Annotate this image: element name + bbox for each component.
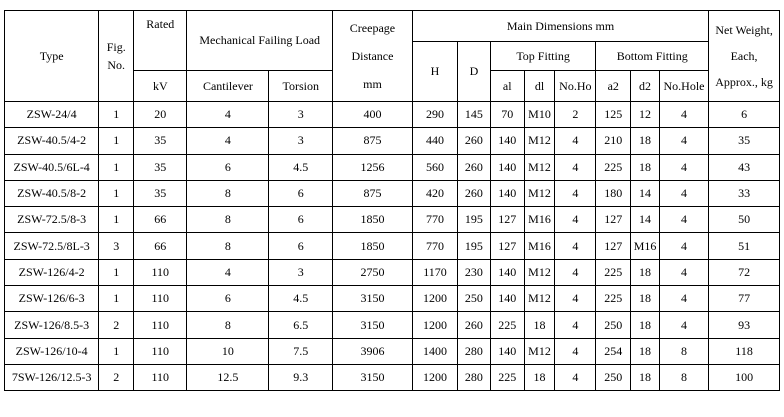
cell-a2: 254 [596,338,631,364]
cell-type: ZSW-40.5/4-2 [5,128,99,154]
cell-type: ZSW-72.5/8-3 [5,207,99,233]
cell-torsion: 6 [269,180,333,206]
cell-d: 145 [458,102,491,128]
cell-cantilever: 6 [187,286,269,312]
cell-creepage: 875 [332,128,412,154]
header-torsion: Torsion [269,71,333,102]
cell-d2: 18 [631,259,660,285]
cell-net-weight: 6 [709,102,780,128]
table-row [5,128,780,154]
table-row [5,286,780,312]
cell-net-weight: 50 [709,207,780,233]
cell-h: 770 [412,233,457,259]
cell-no-ho: 4 [555,180,596,206]
header-no-hole: No.Hole [659,71,708,102]
cell-cantilever: 10 [187,338,269,364]
cell-fig-no: 1 [99,259,134,285]
header-a1: al [490,71,524,102]
cell-rated-kv: 66 [134,233,187,259]
cell-d: 260 [458,312,491,338]
header-creepage-line1: Creepage [349,21,396,35]
cell-no-hole: 8 [659,364,708,390]
cell-type: ZSW-72.5/8L-3 [5,233,99,259]
cell-net-weight: 51 [709,233,780,259]
cell-creepage: 400 [332,102,412,128]
cell-d1: M16 [524,233,555,259]
header-fig-line1: Fig. [106,40,126,54]
cell-no-hole: 4 [659,154,708,180]
cell-net-weight: 77 [709,286,780,312]
cell-h: 420 [412,180,457,206]
cell-a1: 70 [490,102,524,128]
cell-d1: M12 [524,259,555,285]
cell-no-ho: 4 [555,128,596,154]
cell-creepage: 1850 [332,207,412,233]
cell-h: 1400 [412,338,457,364]
cell-rated-kv: 20 [134,102,187,128]
cell-d: 195 [458,233,491,259]
cell-a2: 225 [596,286,631,312]
table-body [5,11,780,391]
cell-no-hole: 4 [659,259,708,285]
cell-rated-kv: 35 [134,154,187,180]
cell-a1: 225 [490,312,524,338]
table-row [5,312,780,338]
header-net-weight-line2: Each, [730,49,758,63]
table-row [5,154,780,180]
cell-no-ho: 4 [555,338,596,364]
cell-a2: 127 [596,207,631,233]
cell-h: 1200 [412,364,457,390]
cell-net-weight: 100 [709,364,780,390]
cell-fig-no: 1 [99,102,134,128]
dimensions-table [4,10,780,391]
header-main-dimensions: Main Dimensions mm [412,11,708,42]
cell-torsion: 7.5 [269,338,333,364]
table-row [5,207,780,233]
cell-torsion: 6 [269,233,333,259]
cell-d1: M12 [524,154,555,180]
cell-no-ho: 4 [555,233,596,259]
header-bottom-fitting: Bottom Fitting [596,42,709,71]
header-net-weight-line1: Net Weight, [715,23,773,37]
cell-no-hole: 4 [659,312,708,338]
cell-fig-no: 1 [99,338,134,364]
cell-fig-no: 1 [99,286,134,312]
header-d1: dl [524,71,555,102]
cell-cantilever: 8 [187,207,269,233]
cell-no-ho: 4 [555,259,596,285]
cell-a2: 127 [596,233,631,259]
cell-no-hole: 4 [659,286,708,312]
cell-no-hole: 4 [659,233,708,259]
cell-net-weight: 72 [709,259,780,285]
cell-net-weight: 93 [709,312,780,338]
cell-type: ZSW-126/4-2 [5,259,99,285]
header-mechanical-failing-load: Mechanical Failing Load [187,11,333,71]
cell-no-hole: 4 [659,128,708,154]
cell-fig-no: 2 [99,364,134,390]
cell-creepage: 3906 [332,338,412,364]
cell-d2: 18 [631,154,660,180]
cell-d2: 18 [631,286,660,312]
cell-h: 440 [412,128,457,154]
cell-fig-no: 1 [99,207,134,233]
cell-type: ZSW-126/10-4 [5,338,99,364]
cell-d1: M10 [524,102,555,128]
cell-h: 1200 [412,312,457,338]
cell-d1: M12 [524,180,555,206]
cell-d2: 18 [631,312,660,338]
cell-d: 230 [458,259,491,285]
cell-a2: 125 [596,102,631,128]
cell-d: 260 [458,180,491,206]
header-no-ho: No.Ho [555,71,596,102]
cell-d: 260 [458,128,491,154]
cell-d1: M12 [524,338,555,364]
header-net-weight-line3: Approx., kg [715,75,773,89]
cell-a2: 250 [596,312,631,338]
header-fig [99,11,134,102]
cell-d: 280 [458,338,491,364]
cell-creepage: 875 [332,180,412,206]
cell-cantilever: 4 [187,102,269,128]
cell-a1: 140 [490,128,524,154]
cell-no-hole: 4 [659,207,708,233]
cell-a1: 140 [490,154,524,180]
cell-rated-kv: 110 [134,259,187,285]
cell-d: 195 [458,207,491,233]
cell-d1: M12 [524,286,555,312]
cell-torsion: 6.5 [269,312,333,338]
cell-d1: M16 [524,207,555,233]
header-d2: d2 [631,71,660,102]
cell-d2: 14 [631,180,660,206]
cell-d2: 18 [631,128,660,154]
cell-torsion: 3 [269,259,333,285]
cell-torsion: 9.3 [269,364,333,390]
cell-a2: 250 [596,364,631,390]
cell-rated-kv: 110 [134,286,187,312]
cell-fig-no: 2 [99,312,134,338]
cell-fig-no: 1 [99,128,134,154]
cell-net-weight: 118 [709,338,780,364]
cell-type: ZSW-126/8.5-3 [5,312,99,338]
cell-cantilever: 8 [187,312,269,338]
cell-d1: 18 [524,312,555,338]
cell-d2: M16 [631,233,660,259]
cell-d2: 12 [631,102,660,128]
table-row [5,233,780,259]
table-row [5,338,780,364]
cell-type: ZSW-40.5/6L-4 [5,154,99,180]
cell-h: 1200 [412,286,457,312]
cell-creepage: 3150 [332,286,412,312]
header-type: Type [5,11,99,102]
header-H: H [412,42,457,102]
cell-d: 260 [458,154,491,180]
cell-type: ZSW-126/6-3 [5,286,99,312]
cell-creepage: 3150 [332,364,412,390]
cell-cantilever: 8 [187,180,269,206]
cell-net-weight: 35 [709,128,780,154]
cell-torsion: 4.5 [269,154,333,180]
cell-d1: 18 [524,364,555,390]
cell-d2: 14 [631,207,660,233]
cell-h: 770 [412,207,457,233]
cell-torsion: 3 [269,102,333,128]
cell-no-ho: 4 [555,312,596,338]
cell-rated-kv: 35 [134,128,187,154]
cell-no-ho: 4 [555,286,596,312]
header-net-weight [709,11,780,102]
header-creepage-line3: mm [363,77,382,91]
cell-a2: 225 [596,259,631,285]
cell-a1: 225 [490,364,524,390]
cell-torsion: 4.5 [269,286,333,312]
header-rated: Rated [134,11,187,71]
cell-fig-no: 1 [99,180,134,206]
cell-h: 290 [412,102,457,128]
cell-no-ho: 2 [555,102,596,128]
table-row [5,259,780,285]
cell-type: 7SW-126/12.5-3 [5,364,99,390]
cell-d2: 18 [631,338,660,364]
cell-a1: 140 [490,338,524,364]
header-top-fitting: Top Fitting [490,42,596,71]
cell-torsion: 3 [269,128,333,154]
header-row-1 [5,11,780,42]
header-a2: a2 [596,71,631,102]
cell-net-weight: 43 [709,154,780,180]
cell-cantilever: 4 [187,259,269,285]
cell-no-hole: 8 [659,338,708,364]
cell-a1: 140 [490,180,524,206]
header-rated-unit: kV [134,71,187,102]
cell-cantilever: 8 [187,233,269,259]
cell-torsion: 6 [269,207,333,233]
cell-a2: 210 [596,128,631,154]
table-row [5,180,780,206]
cell-d: 250 [458,286,491,312]
cell-no-ho: 4 [555,364,596,390]
header-D: D [458,42,491,102]
cell-h: 560 [412,154,457,180]
cell-fig-no: 1 [99,154,134,180]
table-row [5,102,780,128]
cell-no-ho: 4 [555,154,596,180]
cell-cantilever: 4 [187,128,269,154]
cell-d2: 18 [631,364,660,390]
header-fig-line2: No. [107,58,126,72]
cell-rated-kv: 110 [134,364,187,390]
cell-cantilever: 6 [187,154,269,180]
cell-cantilever: 12.5 [187,364,269,390]
cell-d1: M12 [524,128,555,154]
cell-no-hole: 4 [659,180,708,206]
cell-no-hole: 4 [659,102,708,128]
cell-rated-kv: 110 [134,312,187,338]
cell-type: ZSW-24/4 [5,102,99,128]
cell-creepage: 1850 [332,233,412,259]
cell-a1: 140 [490,286,524,312]
table-row [5,364,780,390]
cell-rated-kv: 66 [134,207,187,233]
cell-no-ho: 4 [555,207,596,233]
header-cantilever: Cantilever [187,71,269,102]
cell-a1: 127 [490,233,524,259]
cell-rated-kv: 35 [134,180,187,206]
cell-a2: 225 [596,154,631,180]
cell-rated-kv: 110 [134,338,187,364]
cell-fig-no: 3 [99,233,134,259]
cell-net-weight: 33 [709,180,780,206]
cell-a1: 127 [490,207,524,233]
cell-creepage: 2750 [332,259,412,285]
cell-a2: 180 [596,180,631,206]
cell-type: ZSW-40.5/8-2 [5,180,99,206]
header-creepage-line2: Distance [351,49,394,63]
cell-d: 280 [458,364,491,390]
cell-creepage: 1256 [332,154,412,180]
cell-a1: 140 [490,259,524,285]
header-creepage [332,11,412,102]
cell-h: 1170 [412,259,457,285]
cell-creepage: 3150 [332,312,412,338]
